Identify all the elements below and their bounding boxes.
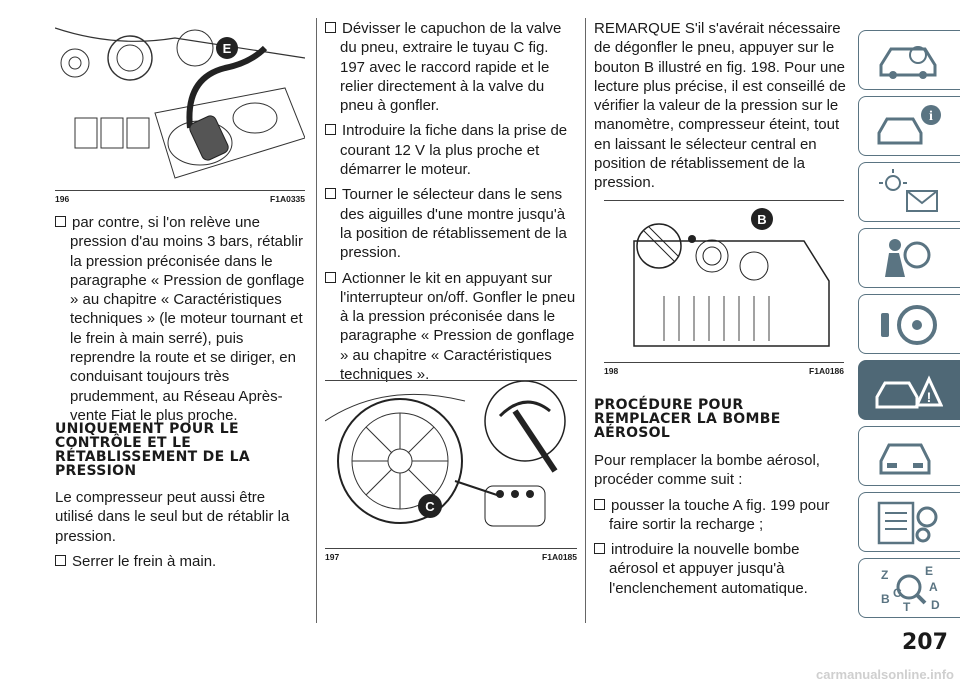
socket-plug-illustration [55, 18, 305, 188]
figure-197 [325, 380, 577, 562]
checkbox-bullet-icon [325, 124, 336, 135]
callout-e: E [222, 41, 232, 56]
car-service-icon [873, 431, 943, 481]
page-number: 207 [902, 630, 948, 655]
col1-text-2 [55, 488, 305, 577]
tab-car-info[interactable] [858, 96, 960, 156]
index-letter: E [925, 564, 934, 578]
tab-car-service[interactable] [858, 426, 960, 486]
figure-198-illustration [604, 200, 844, 363]
figure-196-illustration [55, 18, 305, 188]
figure-198 [604, 200, 844, 376]
tab-technical-data[interactable] [858, 492, 960, 552]
figure-197-illustration [325, 380, 577, 549]
col2-text [325, 19, 577, 390]
checkbox-bullet-icon [55, 216, 66, 227]
svg-text:i: i [929, 109, 933, 124]
warning-lights-icon [873, 167, 943, 217]
list-item: par contre, si l'on relève une pression d'au moins 3 bars, rétablir la pression préconisée dans le paragraphe « Pression de gonflage » au chapitre « Caractéristiques techniques » (le moteur tournant et le frein à main serré), puis reprendre la route et se diriger, en conduisant toujours très prudemment, au Réseau Après-vente Fiat le plus proche. [55, 213, 305, 425]
column-divider [585, 18, 586, 623]
figure-197-caption [325, 548, 577, 562]
tab-alphabetical-index[interactable] [858, 558, 960, 618]
watermark: carmanualsonline.info [816, 667, 954, 682]
figure-number: 198 [604, 366, 619, 376]
column-divider [316, 18, 317, 623]
paragraph: Le compresseur peut aussi être utilisé dans le seul but de rétablir la pression. [55, 489, 290, 545]
list-item: pousser la touche A fig. 199 pour faire sortir la recharge ; [594, 496, 846, 535]
section-heading: UNIQUEMENT POUR LE CONTRÔLE ET LE RÉTABLISSEMENT DE LA PRESSION [55, 421, 250, 479]
tab-airbag[interactable] [858, 228, 960, 288]
car-info-icon [873, 101, 943, 151]
figure-196-caption [55, 190, 305, 204]
checkbox-bullet-icon [594, 499, 605, 510]
figure-code: F1A0335 [270, 194, 305, 204]
technical-data-icon [873, 497, 943, 547]
checkbox-bullet-icon [594, 543, 605, 554]
index-letter: Z [881, 568, 889, 582]
index-letter: D [931, 598, 940, 612]
callout-b: B [757, 212, 767, 227]
tab-warning-lights[interactable] [858, 162, 960, 222]
figure-198-caption [604, 362, 844, 376]
checkbox-bullet-icon [325, 22, 336, 33]
tyre-compressor-illustration [325, 381, 577, 549]
tab-emergency[interactable] [858, 360, 960, 420]
checkbox-bullet-icon [325, 272, 336, 283]
index-letter: B [881, 592, 890, 606]
airbag-passenger-icon [873, 233, 943, 283]
paragraph: Pour remplacer la bombe aérosol, procéder comme suit : [594, 452, 820, 489]
checkbox-bullet-icon [325, 188, 336, 199]
figure-number: 196 [55, 194, 70, 204]
list-item: Dévisser le capuchon de la valve du pneu, extraire le tuyau C fig. 197 avec le raccord rapide et le relier directement à la valve du pneu à gonfler. [325, 19, 577, 115]
steering-wheel-icon [873, 299, 943, 349]
figure-code: F1A0185 [542, 552, 577, 562]
index-letter: T [903, 600, 911, 613]
list-item: Actionner le kit en appuyant sur l'interrupteur on/off. Gonfler le pneu à la pression préconisée dans le paragraphe « Pression de gonflage » au chapitre « Caractéristiques techniques ». [325, 269, 577, 385]
checkbox-bullet-icon [55, 555, 66, 566]
callout-c: C [425, 499, 435, 514]
list-item: introduire la nouvelle bombe aérosol et appuyer jusqu'à l'enclenchement automatique. [594, 540, 846, 598]
index-letter: C [893, 586, 902, 600]
col3-remark [594, 19, 846, 199]
index-letter: A [929, 580, 938, 594]
figure-code: F1A0186 [809, 366, 844, 376]
col1-text [55, 213, 305, 431]
figure-196 [55, 18, 305, 204]
figure-number: 197 [325, 552, 340, 562]
tab-car-dashboard[interactable] [858, 30, 960, 90]
svg-text:!: ! [926, 389, 932, 405]
list-item: Serrer le frein à main. [55, 552, 305, 571]
car-dashboard-icon [873, 35, 943, 85]
chapter-tabs [858, 30, 960, 624]
compressor-illustration [604, 201, 844, 363]
alphabetical-index-icon [873, 563, 943, 613]
remark-paragraph: REMARQUE S'il s'avérait nécessaire de dégonfler le pneu, appuyer sur le bouton B illustré en fig. 198. Pour une lecture plus précise, il est conseillé de vérifier la valeur de la pression sur le manomètre, compresseur éteint, tout en laissant le sélecteur central en position de rétablissement de la pression. [594, 20, 846, 192]
col3-text [594, 451, 846, 604]
section-heading: PROCÉDURE POUR REMPLACER LA BOMBE AÉROSOL [594, 397, 781, 441]
list-item: Tourner le sélecteur dans le sens des aiguilles d'une montre jusqu'à la position de rétablissement de la pression. [325, 185, 577, 262]
list-item: Introduire la fiche dans la prise de courant 12 V la plus proche et démarrer le moteur. [325, 121, 577, 179]
car-emergency-icon [873, 365, 943, 415]
tab-steering-wheel[interactable] [858, 294, 960, 354]
